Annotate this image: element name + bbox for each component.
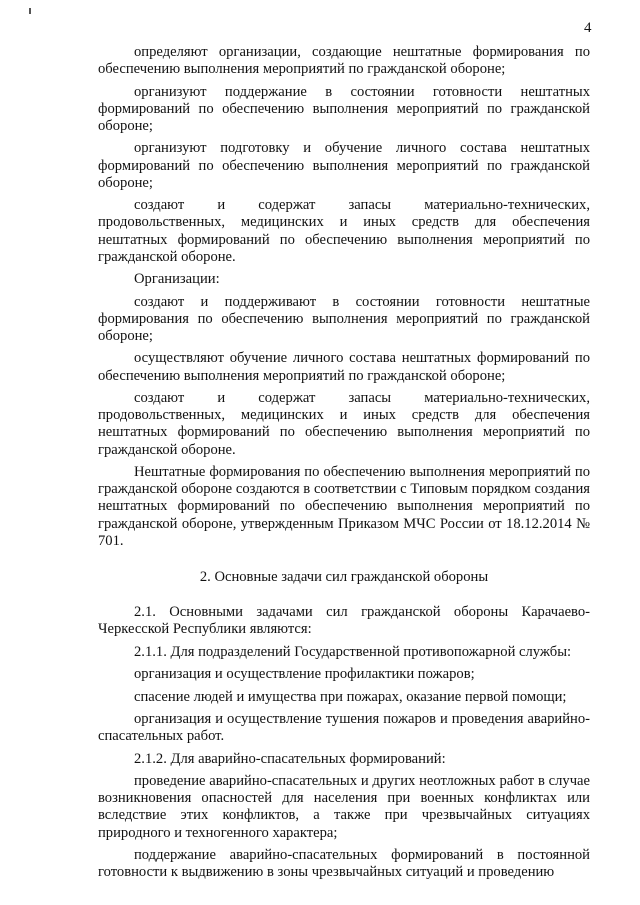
paragraph: организация и осуществление тушения пожаров и проведения аварийно-спасательных работ.: [98, 710, 590, 745]
paragraph: спасение людей и имущества при пожарах, оказание первой помощи;: [134, 688, 567, 705]
paragraph: создают и поддерживают в состоянии готовности нештатные формирования по обеспечению выполнения мероприятий по гражданской обороне;: [98, 293, 590, 344]
paragraph: 2.1. Основными задачами сил гражданской обороны Карачаево-Черкесской Республики являются:: [98, 604, 590, 638]
paragraph: организуют поддержание в состоянии готовности нештатных формирований по обеспечению выполнения мероприятий по гражданской обороне;: [98, 83, 590, 134]
section-heading: 2. Основные задачи сил гражданской обороны: [199, 568, 489, 585]
page-number: 4: [584, 20, 592, 36]
paragraph: 2.1.1. Для подразделений Государственной противопожарной службы:: [134, 643, 572, 660]
paragraph: поддержание аварийно-спасательных формирований в постоянной готовности к выдвижению в зоны чрезвычайных ситуаций и проведению: [98, 846, 590, 881]
paragraph: осуществляют обучение личного состава нештатных формирований по обеспечению выполнения мероприятий по гражданской обороне;: [98, 350, 590, 384]
paragraph: организуют подготовку и обучение личного состава нештатных формирований по обеспечению выполнения мероприятий по гражданской обороне;: [98, 140, 590, 191]
paragraph: 2.1.2. Для аварийно-спасательных формирований:: [134, 750, 446, 767]
paragraph: определяют организации, создающие нештатные формирования по обеспечению выполнения мероприятий по гражданской обороне;: [98, 44, 590, 78]
paragraph: организация и осуществление профилактики пожаров;: [134, 666, 475, 683]
scan-mark: [29, 8, 31, 14]
paragraph: Нештатные формирования по обеспечению выполнения мероприятий по гражданской обороне создаются в соответствии с Типовым порядком создания нештатных формирований по обеспечению выполнения мероприятий по гражданской обороне, утвержденным Приказом МЧС России от 18.12.2014 № 701.: [98, 463, 590, 549]
paragraph: создают и содержат запасы материально-технических, продовольственных, медицинских и иных средств для обеспечения нештатных формирований по обеспечению выполнения мероприятий по гражданской обороне.: [98, 197, 590, 265]
paragraph: Организации:: [134, 271, 220, 288]
document-body: [98, 44, 590, 887]
paragraph: проведение аварийно-спасательных и других неотложных работ в случае возникновения опасностей для населения при военных конфликтах или вследствие этих конфликтов, а также при чрезвычайных ситуациях природного и техногенного характера;: [98, 772, 590, 841]
paragraph: создают и содержат запасы материально-технических, продовольственных, медицинских и иных средств для обеспечения нештатных формирований по обеспечению выполнения мероприятий по гражданской обороне.: [98, 389, 590, 458]
